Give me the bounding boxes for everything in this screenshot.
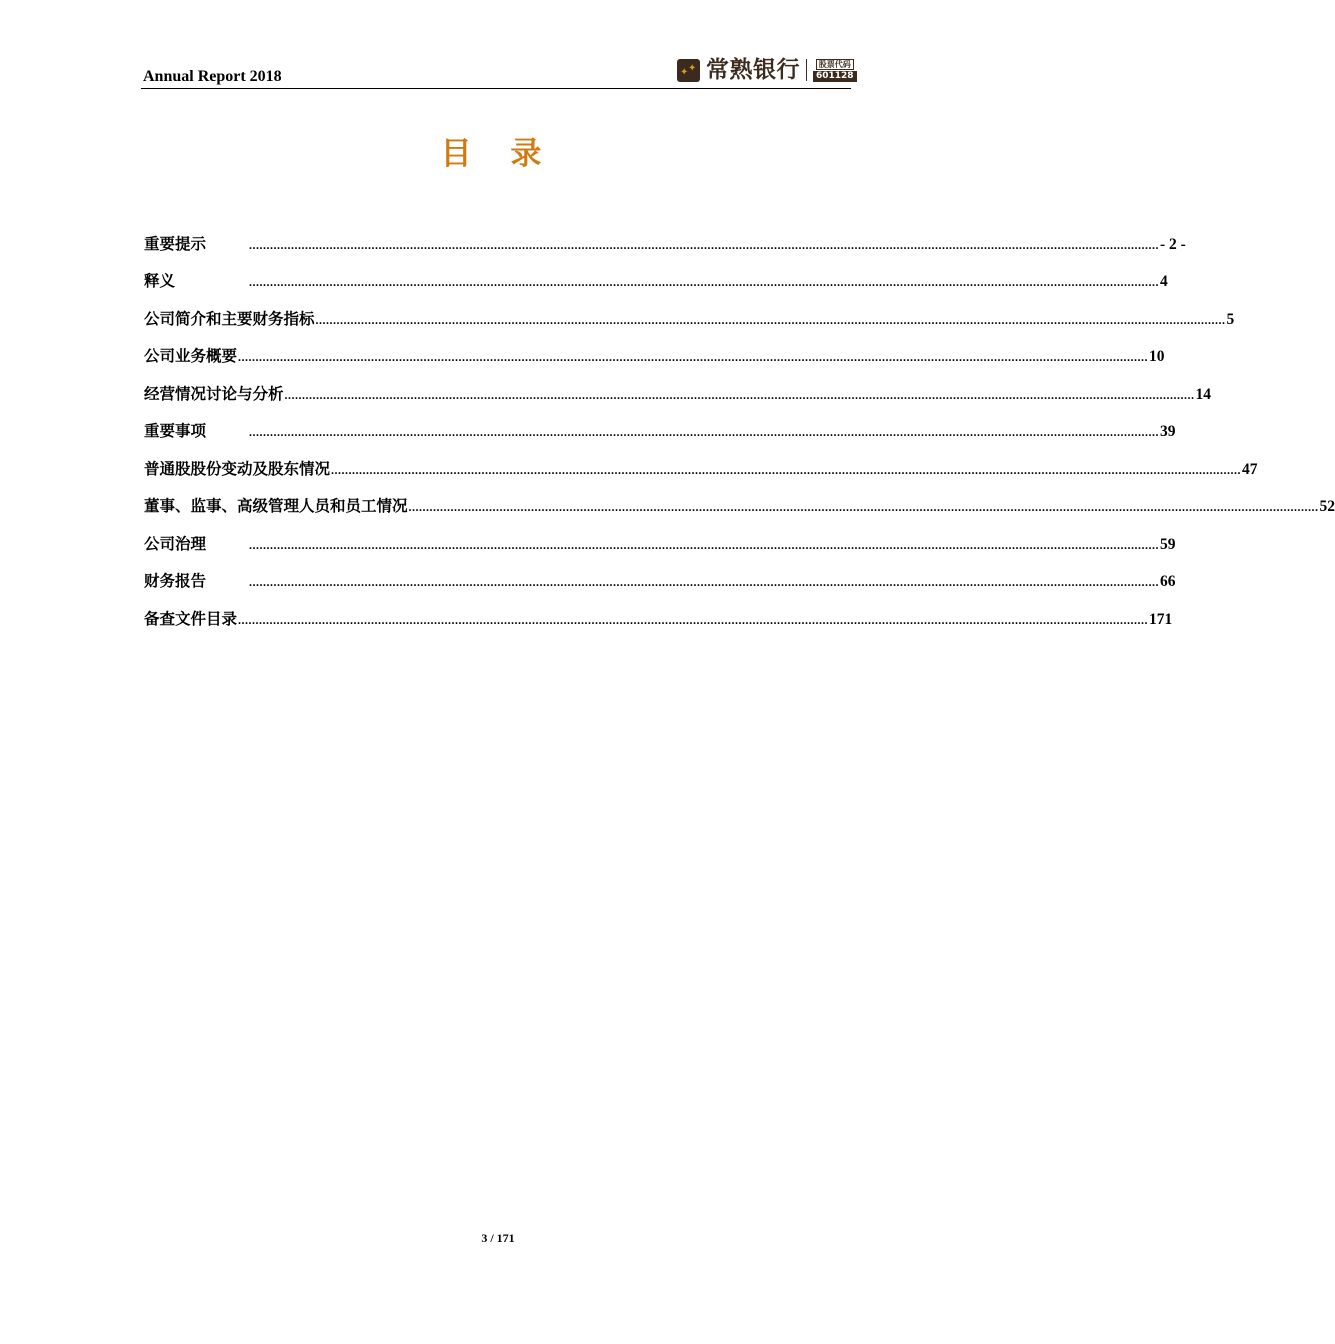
toc-entry-page: 47 (1242, 460, 1258, 478)
toc-entry-page: 4 (1160, 273, 1168, 290)
toc-entry-label: 财务报告 (144, 572, 207, 590)
toc-entry[interactable] (144, 216, 1186, 254)
toc-entry[interactable] (144, 516, 1176, 554)
toc-entry-label: 公司业务概要 (144, 347, 238, 365)
toc-entry-label: 经营情况讨论与分析 (144, 384, 284, 403)
toc-entry-label: 董事、监事、高级管理人员和员工情况 (144, 497, 408, 515)
toc-entry[interactable] (144, 291, 1235, 329)
toc-leader-dots: .................................................................................................................................................................................................................................................................... (284, 387, 1195, 402)
toc-entry-page: 10 (1149, 348, 1165, 365)
toc-entry-label: 公司治理 (144, 534, 207, 553)
toc-leader-dots: .................................................................................................................................................................................................................................................................... (249, 425, 1159, 439)
stock-code-label: 股票代码 (816, 59, 854, 70)
toc-entry-label: 普通股股份变动及股东情况 (144, 459, 331, 478)
logo-divider (806, 59, 807, 81)
toc-leader-dots: .................................................................................................................................................................................................................................................................... (249, 537, 1159, 552)
toc-entry[interactable] (144, 591, 1173, 629)
toc-entry-page: 171 (1149, 610, 1173, 628)
toc-entry-label: 备查文件目录 (144, 609, 238, 628)
toc-entry[interactable] (144, 404, 1176, 442)
toc-entry-page: 5 (1226, 310, 1235, 328)
toc-entry-label: 释义 (144, 272, 176, 290)
toc-leader-dots: .................................................................................................................................................................................................................................................................... (315, 312, 1226, 327)
page-number: 3 / 171 (481, 1231, 515, 1245)
toc-leader-dots: .................................................................................................................................................................................................................................................................... (408, 500, 1319, 514)
toc-entry-label: 公司简介和主要财务指标 (144, 309, 315, 328)
toc-title: 目 录 (440, 136, 556, 172)
toc-leader-dots: .................................................................................................................................................................................................................................................................... (249, 275, 1159, 289)
logo-stock-code (813, 59, 857, 82)
stock-code-number: 601128 (813, 71, 857, 82)
bank-logo-icon: ✦ ✦ (677, 59, 700, 82)
toc-entry-page: 39 (1160, 423, 1176, 440)
toc-entry-page: - 2 - (1160, 235, 1186, 253)
toc-entry[interactable] (144, 329, 1165, 367)
company-logo (677, 56, 857, 84)
toc-entry[interactable] (144, 479, 1335, 517)
toc-entry[interactable] (144, 441, 1258, 479)
report-title: Annual Report 2018 (143, 68, 282, 85)
toc-entry-page: 14 (1195, 385, 1212, 403)
toc-leader-dots: .................................................................................................................................................................................................................................................................... (238, 350, 1149, 364)
toc-entry-page: 66 (1160, 573, 1176, 590)
toc-leader-dots: .................................................................................................................................................................................................................................................................... (249, 237, 1159, 252)
logo-company-name: 常熟银行 (706, 57, 800, 83)
toc-leader-dots: .................................................................................................................................................................................................................................................................... (249, 575, 1159, 589)
toc-entry[interactable] (144, 366, 1212, 404)
toc-entry-label: 重要提示 (144, 234, 207, 253)
table-of-contents (144, 216, 1335, 629)
toc-entry[interactable] (144, 254, 1168, 292)
toc-entry-label: 重要事项 (144, 422, 207, 440)
toc-entry[interactable] (144, 554, 1176, 592)
toc-entry-page: 59 (1160, 535, 1176, 553)
header-divider (141, 88, 851, 89)
toc-leader-dots: .................................................................................................................................................................................................................................................................... (238, 612, 1149, 627)
toc-entry-page: 52 (1319, 498, 1335, 515)
toc-leader-dots: .................................................................................................................................................................................................................................................................... (331, 462, 1242, 477)
